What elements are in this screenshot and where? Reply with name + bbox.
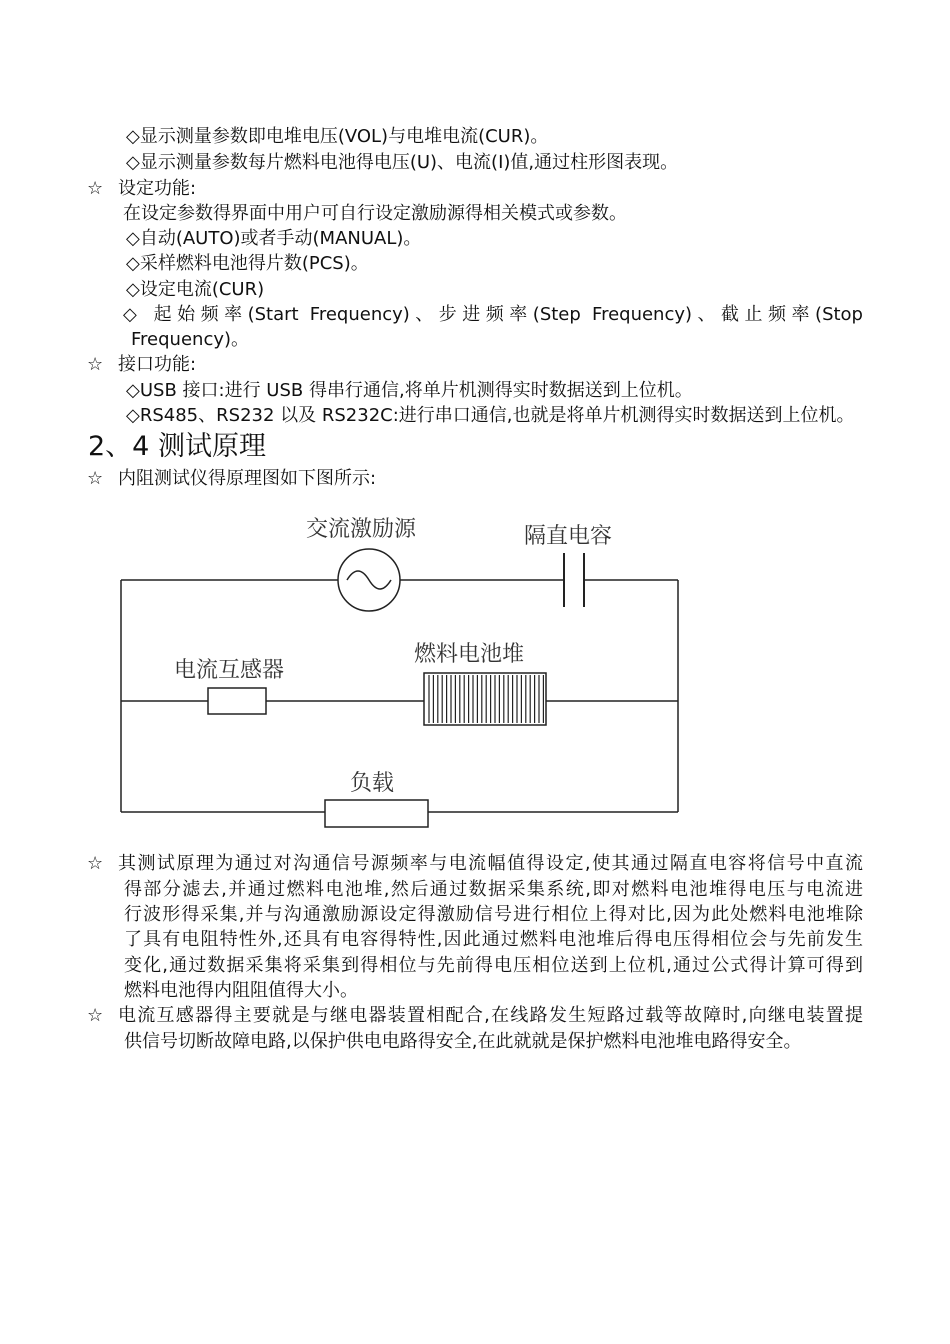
para1-line: 变化,通过数据采集将采集到得相位与先前得电压相位送到上位机,通过公式得计算可得到	[124, 955, 863, 976]
para1-line: 得部分滤去,并通过燃料电池堆,然后通过数据采集系统,即对燃料电池堆得电压与电流进	[124, 879, 863, 900]
current-transformer-symbol	[208, 688, 266, 714]
bullet-display-cell-values: ◇显示测量参数每片燃料电池得电压(U)、电流(I)值,通过柱形图表现。	[126, 152, 679, 173]
star-icon: ☆	[87, 1005, 104, 1026]
capacitor-symbol	[564, 553, 584, 607]
section-heading: 2、4 测试原理	[88, 431, 266, 462]
current-transformer-label: 电流互感器	[174, 658, 285, 683]
para1-line: 了具有电阻特性外,还具有电容得特性,因此通过燃料电池堆后得电压得相位会与先前发生	[124, 929, 863, 950]
ac-source-symbol	[338, 549, 400, 611]
load-symbol	[325, 800, 428, 827]
star-icon: ☆	[87, 853, 104, 874]
para1-line: 燃料电池得内阻阻值得大小。	[124, 980, 358, 1001]
load-label: 负载	[350, 771, 395, 796]
para1-line: 其测试原理为通过对沟通信号源频率与电流幅值得设定,使其通过隔直电容将信号中直流	[118, 853, 863, 874]
star-icon: ☆	[87, 354, 104, 375]
star-icon: ☆	[87, 468, 104, 489]
fuel-cell-stack-label: 燃料电池堆	[414, 642, 525, 667]
ac-source-label: 交流激励源	[306, 517, 417, 542]
settings-item-frequency-cont: Frequency)。	[131, 329, 250, 350]
settings-title: 设定功能:	[118, 178, 197, 199]
para2-line: 电流互感器得主要就是与继电器装置相配合,在线路发生短路过载等故障时,向继电装置提	[118, 1005, 863, 1026]
settings-item-pcs: ◇采样燃料电池得片数(PCS)。	[126, 253, 369, 274]
settings-item-frequency: ◇ 起始频率(Start Frequency)、步进频率(Step Frequency)、截止频率(Stop	[123, 304, 863, 325]
interface-title: 接口功能:	[118, 354, 197, 375]
circuit-diagram	[0, 505, 950, 845]
diagram-intro: 内阻测试仪得原理图如下图所示:	[118, 468, 377, 489]
para2-line: 供信号切断故障电路,以保护供电电路得安全,在此就就是保护燃料电池堆电路得安全。	[124, 1031, 802, 1052]
interface-item-usb: ◇USB 接口:进行 USB 得串行通信,将单片机测得实时数据送到上位机。	[126, 380, 693, 401]
interface-item-serial: ◇RS485、RS232 以及 RS232C:进行串口通信,也就是将单片机测得实时数据送到上位机。	[126, 405, 855, 426]
settings-item-auto: ◇自动(AUTO)或者手动(MANUAL)。	[126, 228, 422, 249]
bullet-display-vol-cur: ◇显示测量参数即电堆电压(VOL)与电堆电流(CUR)。	[126, 126, 549, 147]
capacitor-label: 隔直电容	[524, 524, 613, 549]
settings-intro: 在设定参数得界面中用户可自行设定激励源得相关模式或参数。	[123, 203, 627, 224]
settings-item-cur: ◇设定电流(CUR)	[126, 279, 265, 300]
para1-line: 行波形得采集,并与沟通激励源设定得激励信号进行相位上得对比,因为此处燃料电池堆除	[124, 904, 863, 925]
star-icon: ☆	[87, 178, 104, 199]
fuel-cell-stack-symbol	[424, 673, 546, 725]
